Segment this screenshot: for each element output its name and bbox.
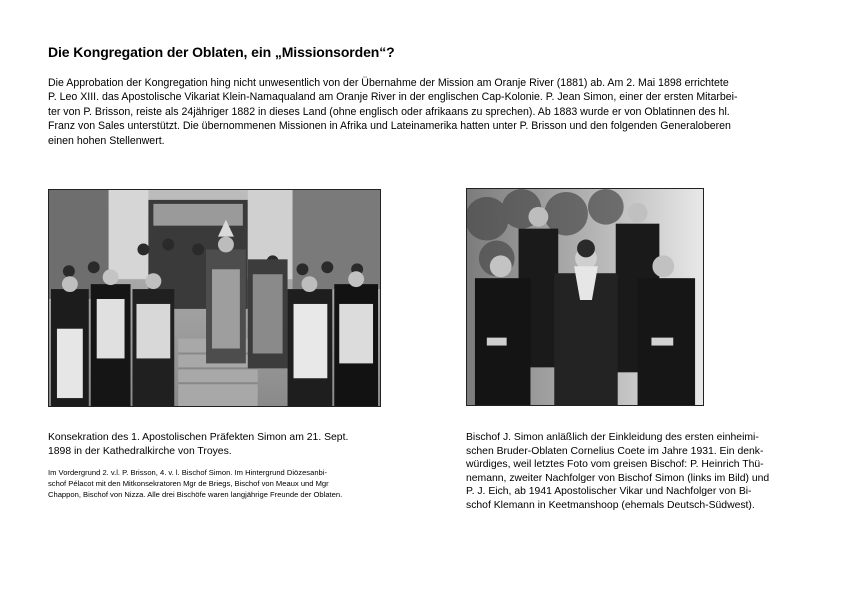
intro-line: Franz von Sales unterstützt. Die übernommenen Missionen in Afrika und Lateinamerika hatten unter P. Brisson und den folgenden Generaloberen — [48, 120, 731, 133]
consecration-photo — [48, 189, 381, 407]
note-line: Im Vordergrund 2. v.l. P. Brisson, 4. v. l. Bischof Simon. Im Hintergrund Diözesanbi- — [48, 468, 327, 477]
right-photo-caption — [466, 431, 806, 513]
intro-line: ter von P. Brisson, reiste als 24jähriger 1882 in dieses Land (ohne englisch oder afrikaans zu sprechen). Ab 1883 wurde er von Oblatinnen des hl. — [48, 105, 730, 118]
caption-line: würdiges, weil letztes Foto vom greisen Bischof: P. Heinrich Thü- — [466, 459, 764, 471]
caption-line: schen Bruder-Oblaten Cornelius Coete im Jahre 1931. Ein denk- — [466, 445, 764, 457]
caption-line: Konsekration des 1. Apostolischen Präfekten Simon am 21. Sept. — [48, 432, 349, 443]
intro-line: einen hohen Stellenwert. — [48, 134, 165, 147]
note-line: schof Pélacot mit den Mitkonsekratoren Mgr de Briegs, Bischof von Meaux und Mgr — [48, 478, 329, 488]
bishop-group-photo — [466, 188, 704, 406]
consecration-photo-image — [49, 190, 380, 406]
caption-line: Bischof J. Simon anläßlich der Einkleidung des ersten einheimi- — [466, 432, 759, 443]
intro-paragraph — [48, 76, 818, 148]
left-photo-caption — [48, 431, 408, 458]
left-photo-note — [48, 468, 408, 500]
caption-line: nemann, zweiter Nachfolger von Bischof Simon (links im Bild) und — [466, 472, 770, 484]
bishop-group-photo-image — [467, 189, 703, 405]
intro-line: P. Leo XIII. das Apostolische Vikariat Klein-Namaqualand am Oranje River in der englischen Cap-Kolonie. P. Jean Simon, einer der ersten Mitarbei- — [48, 91, 738, 104]
caption-line: P. J. Eich, ab 1941 Apostolischer Vikar und Nachfolger von Bi- — [466, 486, 752, 498]
note-line: Chappon, Bischof von Nizza. Alle drei Bischöfe waren langjährige Freunde der Oblaten. — [48, 489, 343, 499]
caption-line: 1898 in der Kathedralkirche von Troyes. — [48, 445, 232, 457]
caption-line: schof Klemann in Keetmanshoop (ehemals Deutsch-Südwest). — [466, 499, 755, 511]
page-title: Die Kongregation der Oblaten, ein „Missionsorden“? — [48, 44, 395, 60]
intro-line: Die Approbation der Kongregation hing nicht unwesentlich von der Übernahme der Mission am Oranje River (1881) ab. Am 2. Mai 1898 errichtete — [48, 77, 729, 89]
